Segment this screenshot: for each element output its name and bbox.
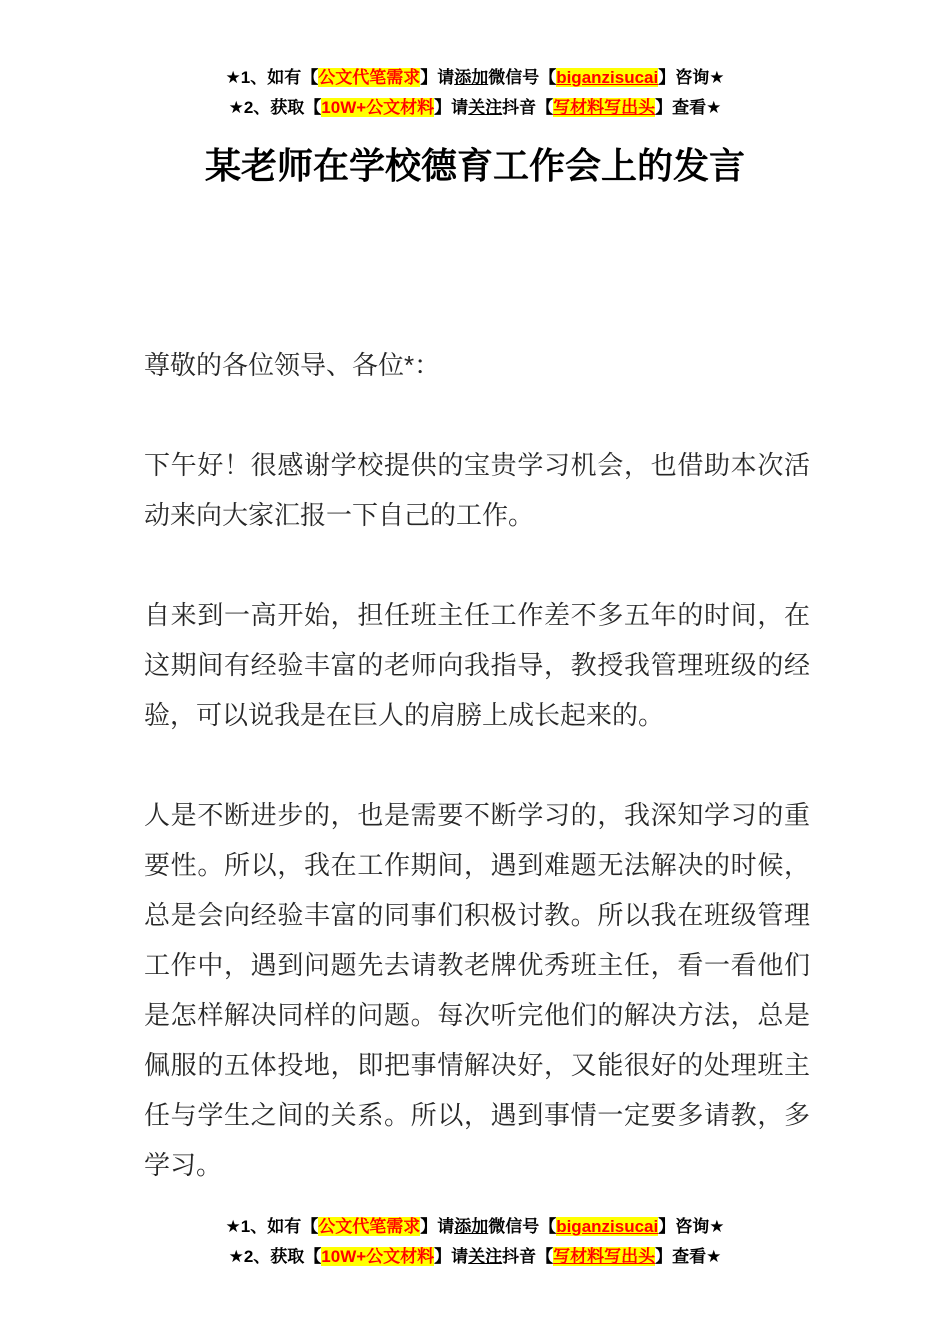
promo-text: ★2、获取【 (228, 1247, 322, 1266)
promo-header-line-2 (0, 93, 950, 123)
promo-highlight-service: 公文代笔需求 (318, 1217, 421, 1236)
document-body (144, 340, 810, 1240)
promo-footer-line-2 (0, 1242, 950, 1272)
promo-text: ★1、如有【 (225, 68, 319, 87)
promo-wechat-id: biganzisucai (556, 1217, 659, 1236)
paragraph-learning: 人是不断进步的，也是需要不断学习的，我深知学习的重要性。所以，我在工作期间，遇到难题无法解决的时候，总是会向经验丰富的同事们积极讨教。所以我在班级管理工作中，遇到问题先去请教老牌优秀班主任，看一看他们是怎样解决同样的问题。每次听完他们的解决方法，总是佩服的五体投地，即把事情解决好，又能很好的处理班主任与学生之间的关系。所以，遇到事情一定要多请教，多学习。 (144, 800, 810, 1180)
promo-text: 】咨询★ (658, 68, 725, 87)
promo-footer-line-1 (0, 1212, 950, 1242)
paragraph-greeting: 下午好！很感谢学校提供的宝贵学习机会，也借助本次活动来向大家汇报一下自己的工作。 (144, 450, 810, 530)
promo-header (0, 63, 950, 123)
promo-underline-action: 添加 (454, 1217, 489, 1236)
promo-text: 】请 (434, 98, 469, 117)
promo-text: ★2、获取【 (228, 98, 322, 117)
promo-text: 】请 (420, 68, 455, 87)
promo-underline-action: 关注 (468, 98, 503, 117)
promo-highlight-materials: 10W+公文材料 (321, 98, 435, 117)
promo-underline-action: 添加 (454, 68, 489, 87)
promo-text: 】咨询★ (658, 1217, 725, 1236)
promo-text: ★1、如有【 (225, 1217, 319, 1236)
promo-text: 微信号【 (488, 1217, 557, 1236)
promo-wechat-id: biganzisucai (556, 68, 659, 87)
promo-text: 】请 (434, 1247, 469, 1266)
promo-douyin-handle: 写材料写出头 (553, 1247, 656, 1266)
promo-footer (0, 1212, 950, 1272)
promo-text: 微信号【 (488, 68, 557, 87)
promo-underline-action: 关注 (468, 1247, 503, 1266)
promo-text: 】请 (420, 1217, 455, 1236)
page-title: 某老师在学校德育工作会上的发言 (204, 145, 745, 186)
promo-text: 抖音【 (502, 98, 554, 117)
paragraph-experience: 自来到一高开始，担任班主任工作差不多五年的时间，在这期间有经验丰富的老师向我指导，教授我管理班级的经验，可以说我是在巨人的肩膀上成长起来的。 (144, 600, 810, 730)
promo-douyin-handle: 写材料写出头 (553, 98, 656, 117)
promo-text: 】查看★ (655, 1247, 722, 1266)
promo-text: 抖音【 (502, 1247, 554, 1266)
paragraph-salutation: 尊敬的各位领导、各位*： (144, 350, 441, 380)
promo-text: 】查看★ (655, 98, 722, 117)
promo-highlight-service: 公文代笔需求 (318, 68, 421, 87)
promo-highlight-materials: 10W+公文材料 (321, 1247, 435, 1266)
promo-header-line-1 (0, 63, 950, 93)
